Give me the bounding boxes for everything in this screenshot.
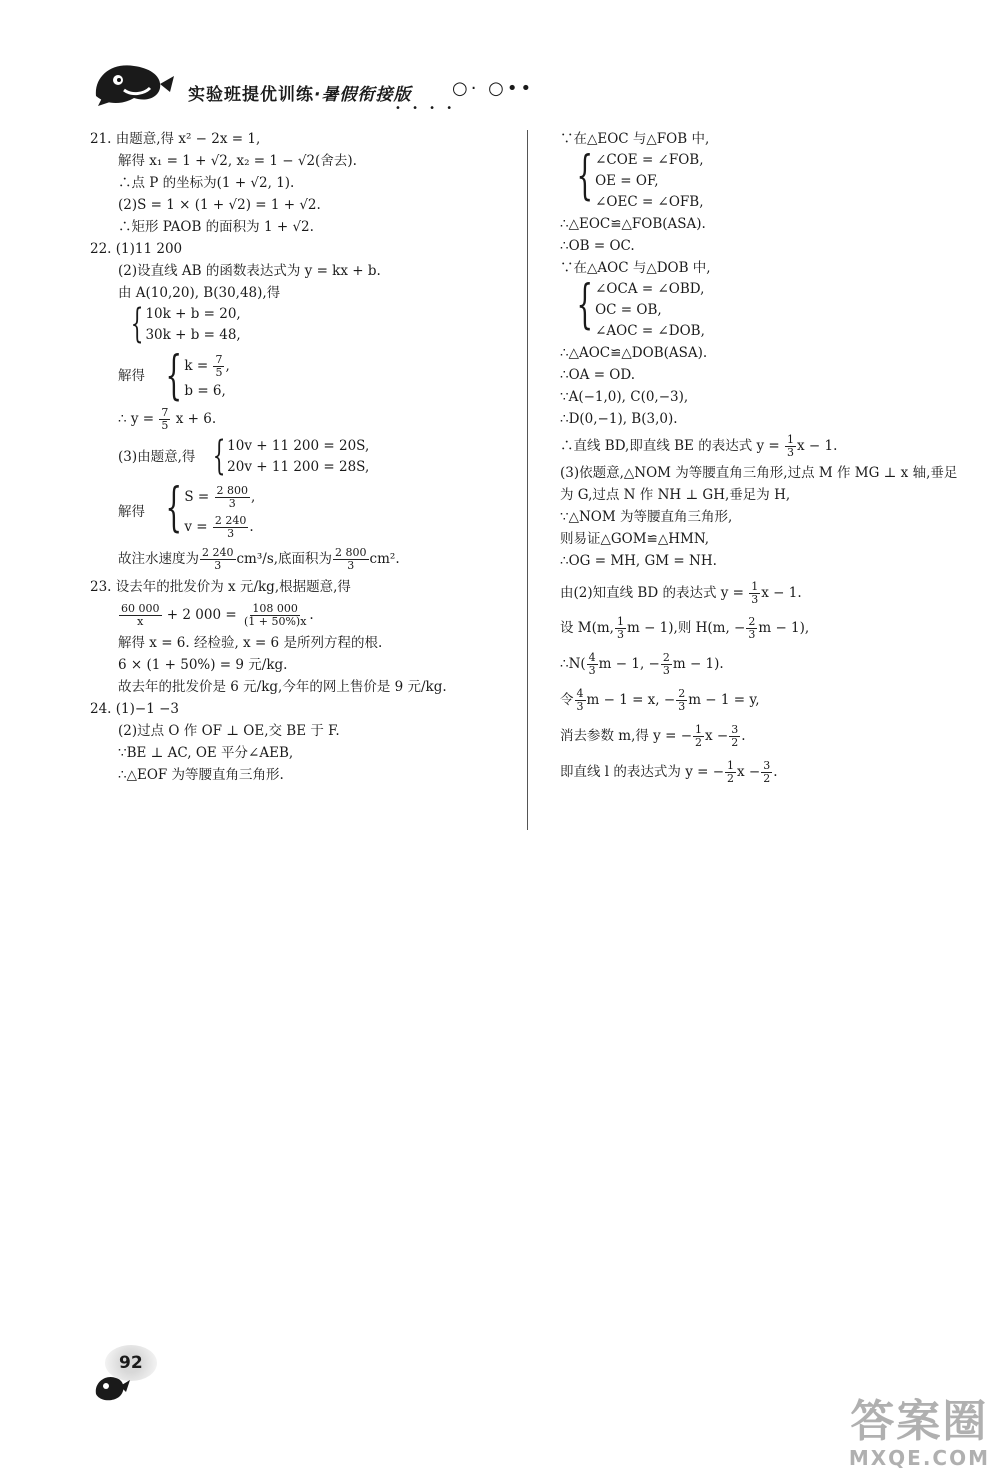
r-bd-den: 3 bbox=[751, 593, 759, 606]
r-part-3-a: (3)依题意,△NOM 为等腰直角三角形,过点 M 作 MG ⊥ x 轴,垂足 bbox=[560, 465, 958, 481]
q22-solution-2 bbox=[90, 478, 510, 542]
q22-system-2-eq-b: 20v + 11 200 = 28S, bbox=[227, 459, 370, 475]
q23-line-5: 故去年的批发价是 6 元/kg,今年的网上售价是 9 元/kg. bbox=[118, 679, 447, 695]
q22-v-prefix: v = bbox=[184, 519, 208, 535]
watermark-logo-text: 答案圈 bbox=[850, 1396, 989, 1447]
q22-conclusion bbox=[90, 542, 510, 576]
r-part-3-d: 则易证△GOM≌△HMN, bbox=[560, 531, 710, 547]
r-e-b: x − bbox=[705, 728, 729, 744]
q22-v-value: v = $\frac{2 240}{3}$ . bbox=[184, 514, 254, 540]
q21-line-1: 21. 由题意,得 x² − 2x = 1, bbox=[90, 131, 261, 147]
q23-line-4: 6 × (1 + 50%) = 9 元/kg. bbox=[118, 657, 288, 673]
r-m-num-1: 1 bbox=[616, 615, 624, 628]
r-line-8: ∴D(0,−1), B(3,0). bbox=[560, 411, 678, 427]
r-part-3-b: 为 G,过点 N 作 NH ⊥ GH,垂足为 H, bbox=[560, 487, 791, 503]
r-part-3-e: ∴OG = MH, GM = NH. bbox=[560, 553, 717, 569]
r-e-c: . bbox=[741, 728, 746, 744]
r-line-9-num: 1 bbox=[787, 433, 795, 446]
r-f-fraction-2 bbox=[761, 760, 772, 785]
r-o-fraction-2 bbox=[676, 688, 687, 713]
q22-k-denominator: 5 bbox=[215, 365, 223, 379]
q24-line-3: ∵BE ⊥ AC, OE 平分∠AEB, bbox=[118, 745, 294, 761]
r-m-num-2: 2 bbox=[748, 615, 756, 628]
q22-v-denominator: 3 bbox=[227, 527, 235, 540]
r-e-a: 消去参数 m,得 y = − bbox=[560, 728, 693, 744]
r-f-b: x − bbox=[737, 764, 761, 780]
r-e-den-1: 2 bbox=[695, 736, 703, 749]
decorative-dots-small-icon: • • • • bbox=[395, 103, 457, 114]
r-m-c: m − 1), bbox=[758, 620, 810, 636]
q22-system-1-eq-b: 30k + b = 48, bbox=[145, 327, 241, 343]
r-part-3-c: ∵△NOM 为等腰直角三角形, bbox=[560, 509, 733, 525]
q22-k-prefix: k = bbox=[184, 357, 209, 374]
watermark-url: MXQE.COM bbox=[848, 1446, 990, 1470]
r-system-1 bbox=[560, 146, 960, 213]
r-system-2 bbox=[560, 275, 960, 342]
q24-line-1: 24. (1)−1 −3 bbox=[90, 701, 179, 717]
q22-y-denominator: 5 bbox=[161, 419, 169, 432]
q22-s-numerator: 2 800 bbox=[216, 484, 249, 497]
r-m-line bbox=[560, 610, 960, 646]
r-m-fraction-1 bbox=[615, 616, 626, 641]
r-n-b: m − 1, − bbox=[598, 656, 660, 672]
q24-line-2: (2)过点 O 作 OF ⊥ OE,交 BE 于 F. bbox=[118, 723, 340, 739]
q23-line-1: 23. 设去年的批发价为 x 元/kg,根据题意,得 bbox=[90, 579, 351, 595]
q22-y-numerator: 7 bbox=[161, 406, 169, 419]
q22-s-denominator: 3 bbox=[228, 497, 236, 510]
r-f-num-1: 1 bbox=[727, 759, 735, 772]
r-e-num-1: 1 bbox=[695, 723, 703, 736]
q21-line-5: ∴矩形 PAOB 的面积为 1 + √2. bbox=[118, 219, 314, 235]
r-e-den-2: 2 bbox=[731, 736, 739, 749]
r-system-2-a: ∠OCA = ∠OBD, bbox=[595, 281, 705, 297]
r-line-5: ∴△AOC≌△DOB(ASA). bbox=[560, 345, 708, 361]
r-e-num-2: 3 bbox=[731, 723, 739, 736]
r-f-line bbox=[560, 754, 960, 790]
q22-k-value: k = $\frac{7}{5}$ , bbox=[184, 352, 230, 379]
r-m-a: 设 M(m, bbox=[560, 620, 614, 636]
q22-system-1-eq-a: 10k + b = 20, bbox=[145, 306, 241, 322]
q21-line-2: 解得 x₁ = 1 + √2, x₂ = 1 − √2(舍去). bbox=[118, 153, 357, 169]
q23-fraction-2 bbox=[242, 603, 308, 628]
brace-icon: { bbox=[130, 301, 144, 347]
r-f-den-2: 2 bbox=[763, 772, 771, 785]
r-bd-num: 1 bbox=[751, 580, 759, 593]
r-line-9 bbox=[560, 430, 960, 462]
r-n-den-2: 3 bbox=[662, 664, 670, 677]
q22-v-numerator: 2 240 bbox=[214, 514, 247, 527]
r-line-9-b: x − 1. bbox=[797, 438, 838, 454]
q23-eq-middle: + 2 000 = bbox=[166, 607, 237, 623]
r-system-2-b: OC = OB, bbox=[595, 302, 662, 318]
q22-conclusion-b: cm³/s,底面积为 bbox=[236, 551, 333, 567]
r-bd-a: 由(2)知直线 BD 的表达式 y = bbox=[560, 585, 744, 601]
q22-k-fraction bbox=[213, 354, 224, 379]
q22-y-expression bbox=[90, 402, 510, 436]
r-m-fraction-2 bbox=[746, 616, 757, 641]
r-n-a: ∴N( bbox=[560, 656, 586, 672]
r-o-den-2: 3 bbox=[678, 700, 686, 713]
q22-conclusion-den-1: 3 bbox=[214, 559, 222, 572]
r-o-line bbox=[560, 682, 960, 718]
q22-conclusion-a: 故注水速度为 bbox=[118, 551, 199, 567]
q22-y-fraction bbox=[159, 407, 170, 432]
r-f-c: . bbox=[773, 764, 778, 780]
r-system-2-c: ∠AOC = ∠DOB, bbox=[595, 323, 705, 339]
r-line-1: ∵在△EOC 与△FOB 中, bbox=[560, 131, 710, 147]
q24-line-4: ∴△EOF 为等腰直角三角形. bbox=[118, 767, 284, 783]
r-n-fraction-2 bbox=[661, 652, 672, 677]
q22-conclusion-fraction-1 bbox=[200, 547, 236, 572]
q22-s-value: S = $\frac{2 800}{3}$ , bbox=[184, 484, 256, 510]
r-system-1-a: ∠COE = ∠FOB, bbox=[595, 152, 704, 168]
r-m-b: m − 1),则 H(m, − bbox=[626, 620, 746, 636]
q22-conclusion-c: cm². bbox=[369, 551, 400, 567]
q22-k-numerator: 7 bbox=[215, 352, 223, 366]
r-o-b: m − 1 = x, − bbox=[586, 692, 676, 708]
q21-line-4: (2)S = 1 × (1 + √2) = 1 + √2. bbox=[118, 197, 321, 213]
q22-conclusion-num-1: 2 240 bbox=[202, 546, 234, 559]
r-o-a: 令 bbox=[560, 692, 574, 708]
q22-b-value: b = 6, bbox=[184, 382, 226, 399]
r-line-2: ∴△EOC≌△FOB(ASA). bbox=[560, 216, 706, 232]
r-f-num-2: 3 bbox=[763, 759, 771, 772]
r-e-fraction-1 bbox=[693, 724, 704, 749]
r-o-fraction-1 bbox=[575, 688, 586, 713]
q22-s-fraction bbox=[215, 485, 251, 510]
r-n-num-1: 4 bbox=[588, 651, 596, 664]
q22-line-1: 22. (1)11 200 bbox=[90, 241, 183, 257]
r-line-9-den: 3 bbox=[787, 446, 795, 459]
left-column bbox=[90, 128, 510, 786]
q22-solve-2-label: 解得 bbox=[118, 504, 145, 520]
r-e-fraction-2 bbox=[729, 724, 740, 749]
brace-icon: { bbox=[576, 146, 594, 206]
r-bd-fraction bbox=[749, 581, 760, 606]
r-o-num-1: 4 bbox=[576, 687, 584, 700]
r-n-c: m − 1). bbox=[672, 656, 724, 672]
q22-system-2-eq-a: 10v + 11 200 = 20S, bbox=[227, 438, 370, 454]
page-number: 92 bbox=[119, 1353, 143, 1373]
r-line-6: ∴OA = OD. bbox=[560, 367, 636, 383]
r-bd-b: x − 1. bbox=[761, 585, 802, 601]
q22-y-suffix: x + 6. bbox=[175, 411, 217, 427]
r-o-c: m − 1 = y, bbox=[688, 692, 760, 708]
watermark bbox=[849, 1398, 990, 1470]
q22-part-3-label: (3)由题意,得 bbox=[118, 449, 196, 465]
r-n-num-2: 2 bbox=[662, 651, 670, 664]
q22-conclusion-num-2: 2 800 bbox=[335, 546, 367, 559]
q22-v-fraction bbox=[213, 515, 249, 540]
q23-num-1: 60 000 bbox=[121, 602, 160, 615]
q22-line-3: 由 A(10,20), B(30,48),得 bbox=[118, 285, 281, 301]
r-line-4: ∵在△AOC 与△DOB 中, bbox=[560, 260, 711, 276]
q22-solve-label: 解得 bbox=[118, 368, 145, 384]
q23-equation: $\frac{60 000}{x}$ + 2 000 = $\frac{108 000}{(1 + 50\%)x}$ . bbox=[121, 602, 314, 628]
r-m-den-2: 3 bbox=[748, 628, 756, 641]
r-f-den-1: 2 bbox=[727, 772, 735, 785]
decorative-dots-icon: ○· ○•• bbox=[452, 78, 535, 99]
r-line-9-a: ∴直线 BD,即直线 BE 的表达式 y = bbox=[560, 438, 780, 454]
right-column bbox=[560, 128, 960, 790]
q23-num-2: 108 000 bbox=[252, 602, 298, 615]
r-system-1-c: ∠OEC = ∠OFB, bbox=[595, 194, 704, 210]
q22-conclusion-fraction-2 bbox=[333, 547, 369, 572]
q22-s-prefix: S = bbox=[184, 489, 210, 505]
r-f-fraction-1 bbox=[725, 760, 736, 785]
r-line-9-fraction bbox=[785, 434, 796, 459]
r-n-line bbox=[560, 646, 960, 682]
mascot-dolphin-icon bbox=[88, 58, 178, 108]
brace-icon: { bbox=[165, 346, 183, 406]
r-o-num-2: 2 bbox=[678, 687, 686, 700]
brace-icon: { bbox=[212, 433, 226, 479]
q23-fraction-1 bbox=[119, 603, 162, 628]
header-title-main: 实验班提优训练 bbox=[188, 85, 314, 105]
q23-den-2: (1 + 50%)x bbox=[243, 615, 307, 628]
q22-part-3 bbox=[90, 433, 510, 479]
q23-den-1: x bbox=[137, 615, 144, 628]
r-line-7: ∵A(−1,0), C(0,−3), bbox=[560, 389, 689, 405]
q23-line-3: 解得 x = 6. 经检验, x = 6 是所列方程的根. bbox=[118, 635, 383, 651]
brace-icon: { bbox=[165, 478, 183, 538]
brace-icon: { bbox=[576, 275, 594, 335]
q22-solution-1 bbox=[90, 346, 510, 406]
r-f-a: 即直线 l 的表达式为 y = − bbox=[560, 764, 725, 780]
r-m-den-1: 3 bbox=[616, 628, 624, 641]
r-line-3: ∴OB = OC. bbox=[560, 238, 635, 254]
q22-conclusion-den-2: 3 bbox=[347, 559, 355, 572]
r-o-den-1: 3 bbox=[576, 700, 584, 713]
q22-y-prefix: ∴ y = bbox=[118, 411, 155, 427]
r-bd-line bbox=[560, 576, 960, 610]
q22-line-2: (2)设直线 AB 的函数表达式为 y = kx + b. bbox=[118, 263, 381, 279]
header-subtitle: ·暑假衔接版 bbox=[314, 85, 412, 105]
q22-system-1 bbox=[90, 301, 510, 347]
r-e-line bbox=[560, 718, 960, 754]
q21-line-3: ∴点 P 的坐标为(1 + √2, 1). bbox=[118, 175, 295, 191]
r-n-fraction-1 bbox=[587, 652, 598, 677]
r-n-den-1: 3 bbox=[588, 664, 596, 677]
header-title bbox=[188, 80, 411, 105]
column-divider bbox=[527, 130, 528, 830]
r-system-1-b: OE = OF, bbox=[595, 173, 659, 189]
